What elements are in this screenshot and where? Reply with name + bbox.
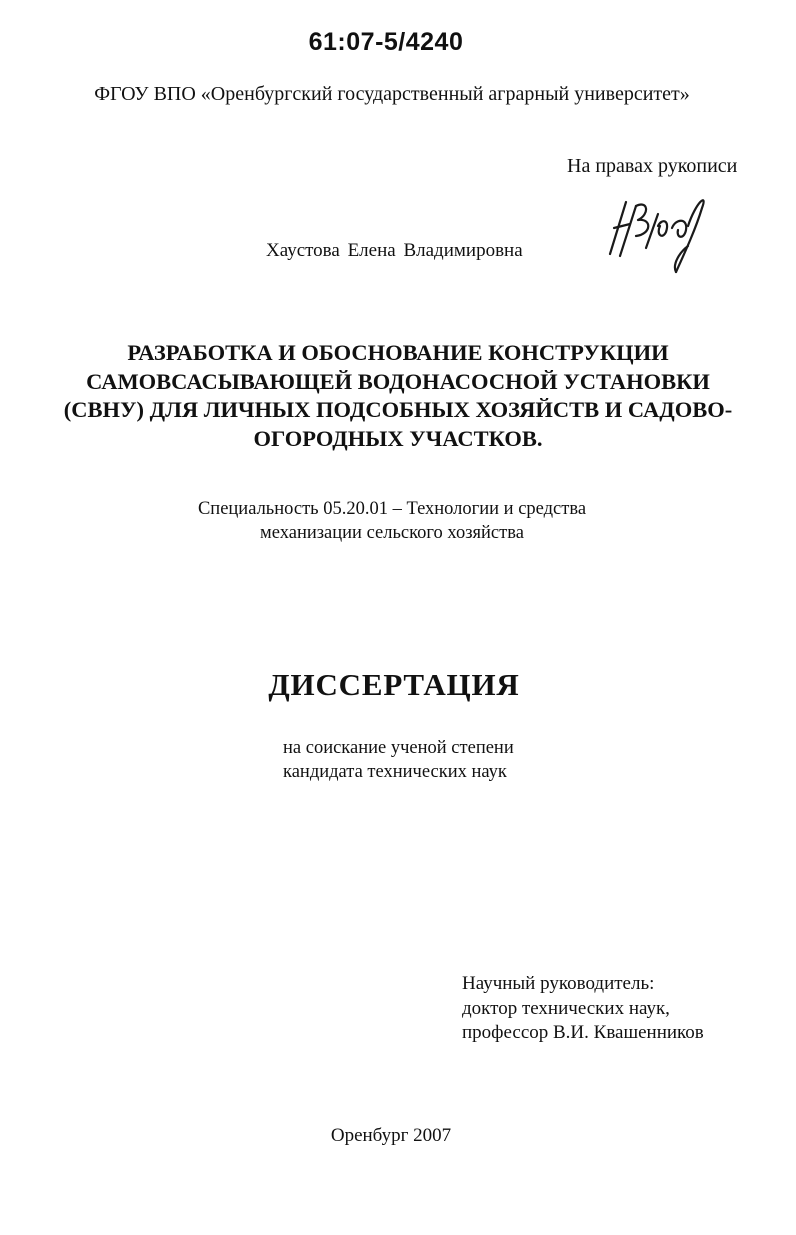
title-line: (СВНУ) ДЛЯ ЛИЧНЫХ ПОДСОБНЫХ ХОЗЯЙСТВ И САДОВО- xyxy=(63,397,733,422)
degree-block xyxy=(283,736,514,784)
document-type-heading: ДИССЕРТАЦИЯ xyxy=(268,667,520,702)
manuscript-rights-note: На правах рукописи xyxy=(567,155,738,177)
city-year: Оренбург 2007 xyxy=(330,1125,452,1146)
author-signature xyxy=(596,188,712,278)
author-name: Хаустова Елена Владимировна xyxy=(266,240,523,261)
title-line: САМОВСАСЫВАЮЩЕЙ ВОДОНАСОСНОЙ УСТАНОВКИ xyxy=(86,368,710,394)
advisor-line: профессор В.И. Квашенников xyxy=(462,1022,704,1043)
title-line: РАЗРАБОТКА И ОБОСНОВАНИЕ КОНСТРУКЦИИ xyxy=(127,340,669,365)
specialty-line: Специальность 05.20.01 – Технологии и средства xyxy=(197,499,587,519)
dissertation-title xyxy=(40,339,756,453)
degree-line: на соискание ученой степени xyxy=(283,738,514,758)
advisor-line: Научный руководитель: xyxy=(462,973,655,994)
title-line: ОГОРОДНЫХ УЧАСТКОВ. xyxy=(253,425,543,451)
specialty-block xyxy=(0,497,796,545)
degree-line: кандидата технических наук xyxy=(283,762,507,782)
scientific-advisor-block xyxy=(462,972,704,1046)
organization-name: ФГОУ ВПО «Оренбургский государственный аграрный университет» xyxy=(94,83,690,105)
archive-stamp-number: 61:07-5/4240 xyxy=(308,28,464,56)
specialty-line: механизации сельского хозяйства xyxy=(260,523,524,543)
advisor-line: доктор технических наук, xyxy=(462,997,670,1019)
